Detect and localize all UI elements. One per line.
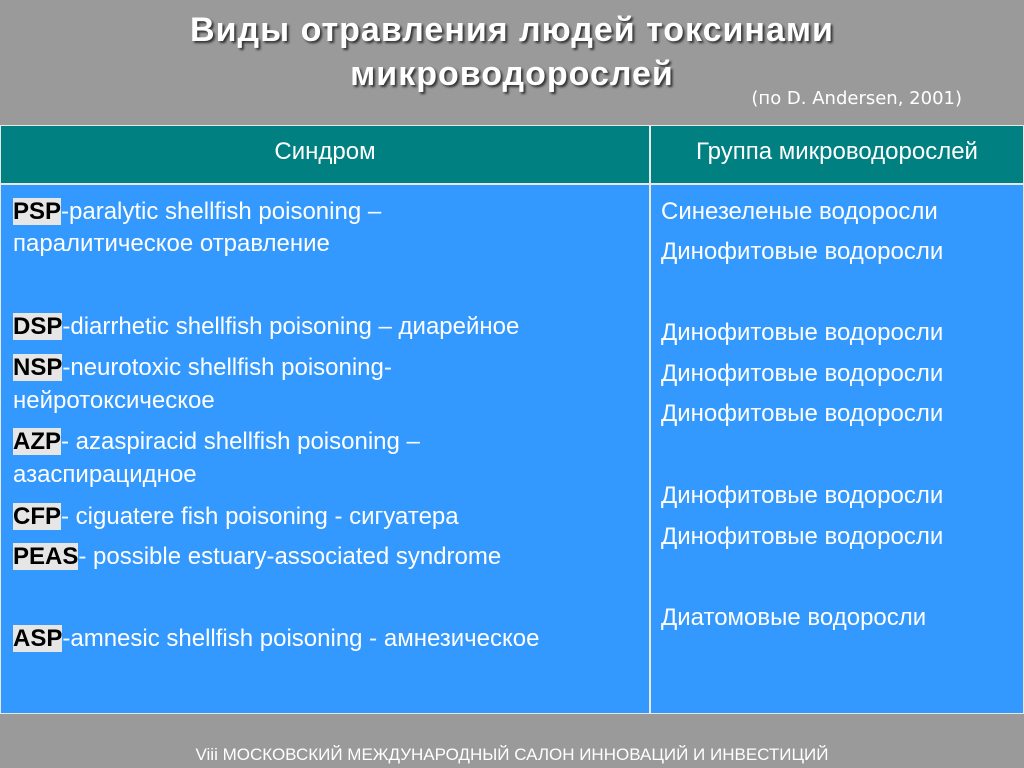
group-item: Динофитовые водоросли [661,319,944,346]
syndrome-peas-text: - possible estuary-associated syndrome [78,543,502,570]
group-item: Динофитовые водоросли [661,360,944,387]
syndrome-nsp-line2: нейротоксическое [13,387,215,414]
abbr-cfp: CFP [13,503,61,530]
syndrome-azp [13,426,420,458]
group-item: Диатомовые водоросли [661,604,927,631]
group-item: Динофитовые водоросли [661,482,944,509]
syndrome-asp [13,623,540,655]
header-syndrome: Синдром [274,138,376,165]
syndrome-nsp [13,352,392,384]
syndrome-psp-line2: паралитическое отравление [13,230,330,257]
syndrome-cfp-text: - ciguatere fish poisoning - сигуатера [61,503,459,530]
abbr-nsp: NSP [13,354,63,381]
group-item: Динофитовые водоросли [661,523,944,550]
group-item: Синезеленые водоросли [661,198,938,225]
title-line-1: Виды отравления людей токсинами [190,11,834,49]
abbr-asp: ASP [13,625,63,652]
slide-title [0,8,1024,96]
abbr-peas: PEAS [13,543,79,570]
syndrome-asp-text: -amnesic shellfish poisoning - амнезическое [62,625,540,652]
syndrome-azp-text: - azaspiracid shellfish poisoning – [61,428,420,455]
group-item: Динофитовые водоросли [661,238,944,265]
syndrome-psp-text: -paralytic shellfish poisoning – [61,198,382,225]
syndrome-psp [13,196,381,228]
syndrome-dsp-text: -diarrhetic shellfish poisoning – диарейное [62,313,520,340]
abbr-psp: PSP [13,198,62,225]
table-header-row [1,126,1023,185]
footer-text: Viii МОСКОВСКИЙ МЕЖДУНАРОДНЫЙ САЛОН ИННОВАЦИЙ И ИНВЕСТИЦИЙ [195,745,829,764]
syndrome-azp-line2: азаспирацидное [13,461,197,488]
syndrome-cfp [13,501,459,533]
group-item: Динофитовые водоросли [661,400,944,427]
title-line-2: микроводорослей [350,55,674,93]
syndrome-nsp-text: -neurotoxic shellfish poisoning- [62,354,392,381]
column-divider [649,126,651,713]
abbr-azp: AZP [13,428,61,455]
header-group: Группа микроводорослей [696,138,978,165]
source-citation: (по D. Andersen, 2001) [751,88,962,109]
syndrome-dsp [13,311,519,343]
syndrome-peas [13,541,501,573]
syndrome-table [0,125,1024,714]
abbr-dsp: DSP [13,313,63,340]
